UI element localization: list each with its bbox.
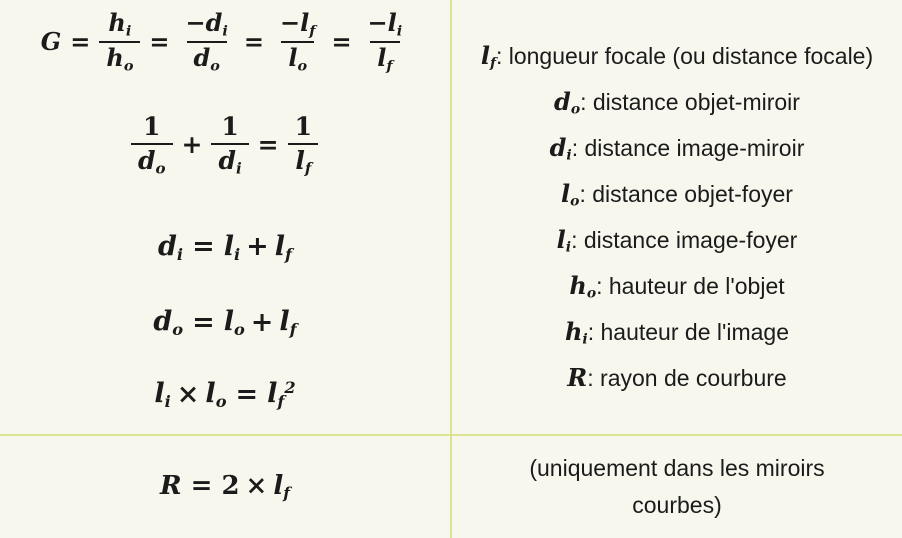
definition-text: : distance image-foyer	[571, 226, 798, 253]
definition-lo	[479, 175, 875, 221]
equals-sign: =	[243, 26, 264, 56]
multiply-sign: ×	[245, 471, 268, 502]
definition-text: : rayon de courbure	[587, 364, 787, 391]
multiply-sign: ×	[176, 378, 200, 410]
equals-sign: =	[70, 26, 91, 56]
radius-formula-cell	[0, 436, 452, 538]
equals-sign: =	[235, 378, 259, 410]
math-symbol: R	[567, 362, 588, 392]
definition-text: : distance objet-foyer	[579, 180, 793, 207]
formula-magnification	[41, 8, 410, 75]
fraction: $\frac{1}{d_o}$	[131, 111, 173, 179]
note-cell	[452, 436, 902, 538]
plus-sign: +	[250, 306, 274, 338]
formulas-panel	[0, 0, 452, 436]
definition-do	[479, 83, 875, 129]
formula-radius: R = 2 × $l_f$	[160, 471, 290, 503]
definition-lf	[479, 37, 875, 83]
definition-di	[479, 129, 875, 175]
math-symbol: $l_o$	[561, 178, 580, 210]
fraction: $\frac{-l_f}{l_o}$	[280, 8, 316, 75]
math-symbol: $l_f$	[480, 41, 496, 72]
equals-sign: =	[190, 471, 213, 502]
math-var: G	[40, 26, 62, 56]
definition-li	[479, 221, 875, 267]
formula-object-distance: $d_o$ = $l_o$ + $l_f$	[153, 306, 297, 339]
formula-newton: $l_i$ × $l_o$ = $l_f^2$	[154, 378, 296, 411]
equals-sign: =	[257, 129, 279, 159]
fraction: $\frac{1}{d_i}$	[211, 111, 248, 179]
definition-R	[479, 359, 875, 405]
definition-text: : distance image-miroir	[571, 134, 805, 161]
equals-sign: =	[192, 306, 215, 338]
equals-sign: =	[192, 231, 215, 263]
formula-image-distance: $d_i$ = $l_i$ + $l_f$	[158, 230, 292, 264]
fraction: $\frac{-l_i}{l_f}$	[367, 8, 403, 75]
math-symbol: $d_i$	[549, 132, 572, 164]
equals-sign: =	[149, 26, 170, 56]
plus-sign: +	[246, 231, 269, 263]
plus-sign: +	[181, 129, 203, 159]
math-symbol: $d_o$	[554, 86, 581, 118]
definition-text: : hauteur de l'image	[587, 318, 790, 345]
definition-text: : hauteur de l'objet	[596, 272, 785, 299]
equals-sign: =	[331, 26, 352, 56]
definitions-panel	[452, 0, 902, 436]
definition-hi	[479, 313, 875, 359]
fraction: $\frac{1}{l_f}$	[288, 111, 319, 179]
note-text: (uniquement dans les miroirs courbes)	[529, 455, 825, 518]
math-symbol: $h_i$	[564, 316, 588, 348]
fraction: $\frac{h_i}{h_o}$	[99, 8, 140, 75]
definition-text: : longueur focale (ou distance focale)	[495, 43, 874, 69]
fraction: $\frac{-d_i}{d_o}$	[185, 8, 228, 75]
math-symbol: $h_o$	[569, 270, 597, 302]
definition-text: : distance objet-miroir	[580, 88, 800, 115]
definition-ho	[479, 267, 875, 313]
math-symbol: $l_i$	[556, 224, 572, 256]
formula-mirror-equation	[131, 111, 319, 179]
